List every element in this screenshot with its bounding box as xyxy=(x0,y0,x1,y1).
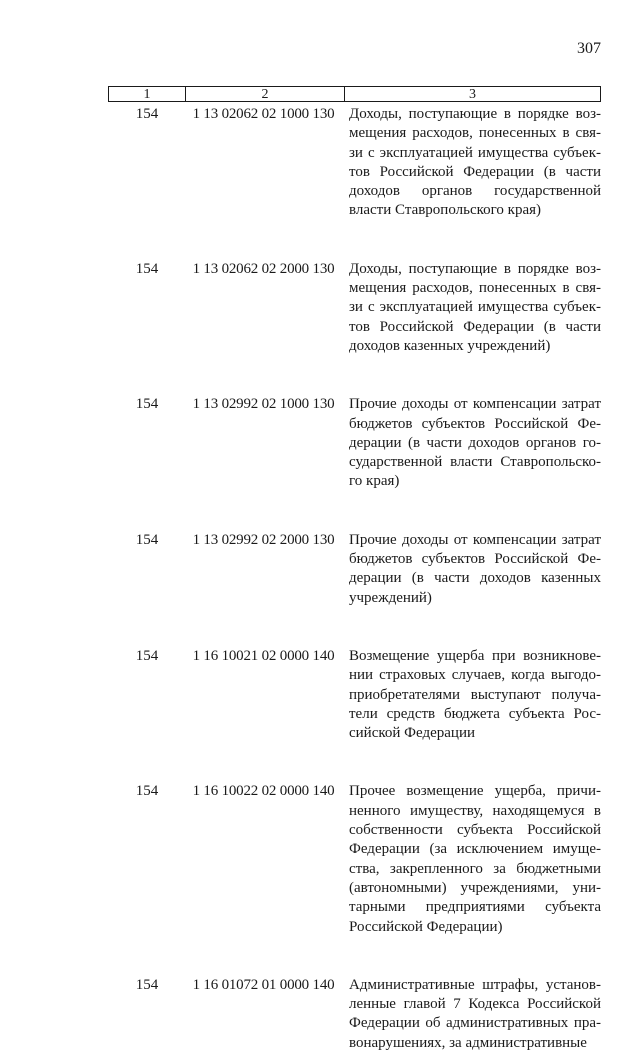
description-line: собственности субъекта Российской xyxy=(349,822,601,839)
admin-code-cell: 154 xyxy=(135,531,159,548)
description-line: вонарушениях, за административные xyxy=(349,1034,587,1051)
table-row xyxy=(108,260,601,356)
table-row xyxy=(108,395,601,491)
revenue-description-cell xyxy=(343,260,601,356)
description-line: ленные главой 7 Кодекса Российской xyxy=(349,996,601,1013)
admin-code-cell: 154 xyxy=(135,396,159,413)
description-line: учреждений) xyxy=(349,589,432,606)
revenue-description-cell xyxy=(343,395,601,491)
revenue-description-cell xyxy=(343,976,601,1053)
description-line: сударственной власти Ставропольско- xyxy=(349,454,601,471)
description-line: Возмещение ущерба при возникнове- xyxy=(349,647,601,664)
column-header-1: 1 xyxy=(143,87,151,102)
revenue-description-cell xyxy=(343,782,601,936)
description-line: дерации (в части доходов органов го- xyxy=(349,434,601,451)
description-line: мещения расходов, понесенных в свя- xyxy=(349,125,601,142)
admin-code-cell: 154 xyxy=(135,783,159,800)
description-line: бюджетов субъектов Российской Фе- xyxy=(349,551,601,568)
description-line: Прочие доходы от компенсации затрат xyxy=(349,396,601,413)
description-line: Федерации об административных пра- xyxy=(349,1015,601,1032)
description-line: тарными предприятиями субъекта xyxy=(349,899,601,916)
description-line: зи с эксплуатацией имущества субъек- xyxy=(349,299,601,316)
revenue-description-cell xyxy=(343,531,601,608)
column-header-3: 3 xyxy=(344,87,600,102)
description-line: нии страховых случаев, когда выгодо- xyxy=(349,667,601,684)
description-line: тов Российской Федерации (в части xyxy=(349,318,601,335)
description-line: Прочее возмещение ущерба, причи- xyxy=(349,783,601,800)
description-line: ненного имуществу, находящемуся в xyxy=(349,802,601,819)
description-line: Федерации (за исключением имуще- xyxy=(349,841,601,858)
table-row xyxy=(108,531,601,608)
page-number: 307 xyxy=(577,40,601,57)
revenue-code-cell: 1 13 02062 02 2000 130 xyxy=(192,260,335,277)
revenue-code-cell: 1 16 10021 02 0000 140 xyxy=(192,647,335,664)
revenue-code-cell: 1 13 02992 02 1000 130 xyxy=(192,396,335,413)
description-line: дерации (в части доходов казенных xyxy=(349,570,601,587)
table-row xyxy=(108,976,601,1053)
description-line: доходов казенных учреждений) xyxy=(349,337,551,354)
description-line: сийской Федерации xyxy=(349,725,476,742)
description-line: Доходы, поступающие в порядке воз- xyxy=(349,106,601,122)
description-line: Доходы, поступающие в порядке воз- xyxy=(349,260,601,277)
description-line: тов Российской Федерации (в части xyxy=(349,163,601,180)
revenue-code-cell: 1 16 10022 02 0000 140 xyxy=(192,783,335,800)
description-line: ства, закрепленного за бюджетными xyxy=(349,860,601,877)
admin-code-cell: 154 xyxy=(135,976,159,993)
description-line: мещения расходов, понесенных в свя- xyxy=(349,280,601,297)
revenue-description-cell xyxy=(343,105,601,221)
revenue-description-cell xyxy=(343,647,601,743)
revenue-code-cell: 1 16 01072 01 0000 140 xyxy=(192,976,335,993)
description-line: Российской Федерации) xyxy=(349,918,503,935)
description-line: зи с эксплуатацией имущества субъек- xyxy=(349,144,601,161)
description-line: бюджетов субъектов Российской Фе- xyxy=(349,415,601,432)
description-line: го края) xyxy=(349,473,400,490)
description-line: Прочие доходы от компенсации затрат xyxy=(349,531,601,548)
table-row xyxy=(108,647,601,743)
description-line: приобретателями выступают получа- xyxy=(349,686,601,703)
description-line: (автономными) учреждениями, уни- xyxy=(349,879,601,896)
table-row xyxy=(108,105,601,221)
table-body xyxy=(108,105,601,1053)
table-row xyxy=(108,782,601,936)
admin-code-cell: 154 xyxy=(135,106,159,122)
revenue-code-cell: 1 13 02992 02 2000 130 xyxy=(192,531,335,548)
description-line: власти Ставропольского края) xyxy=(349,202,542,219)
revenue-code-cell: 1 13 02062 02 1000 130 xyxy=(192,106,335,122)
table-header xyxy=(108,86,601,102)
admin-code-cell: 154 xyxy=(135,647,159,664)
description-line: доходов органов государственной xyxy=(349,183,601,200)
column-header-2: 2 xyxy=(185,87,344,102)
description-line: Административные штрафы, установ- xyxy=(349,976,601,993)
description-line: тели средств бюджета субъекта Рос- xyxy=(349,705,601,722)
admin-code-cell: 154 xyxy=(135,260,159,277)
